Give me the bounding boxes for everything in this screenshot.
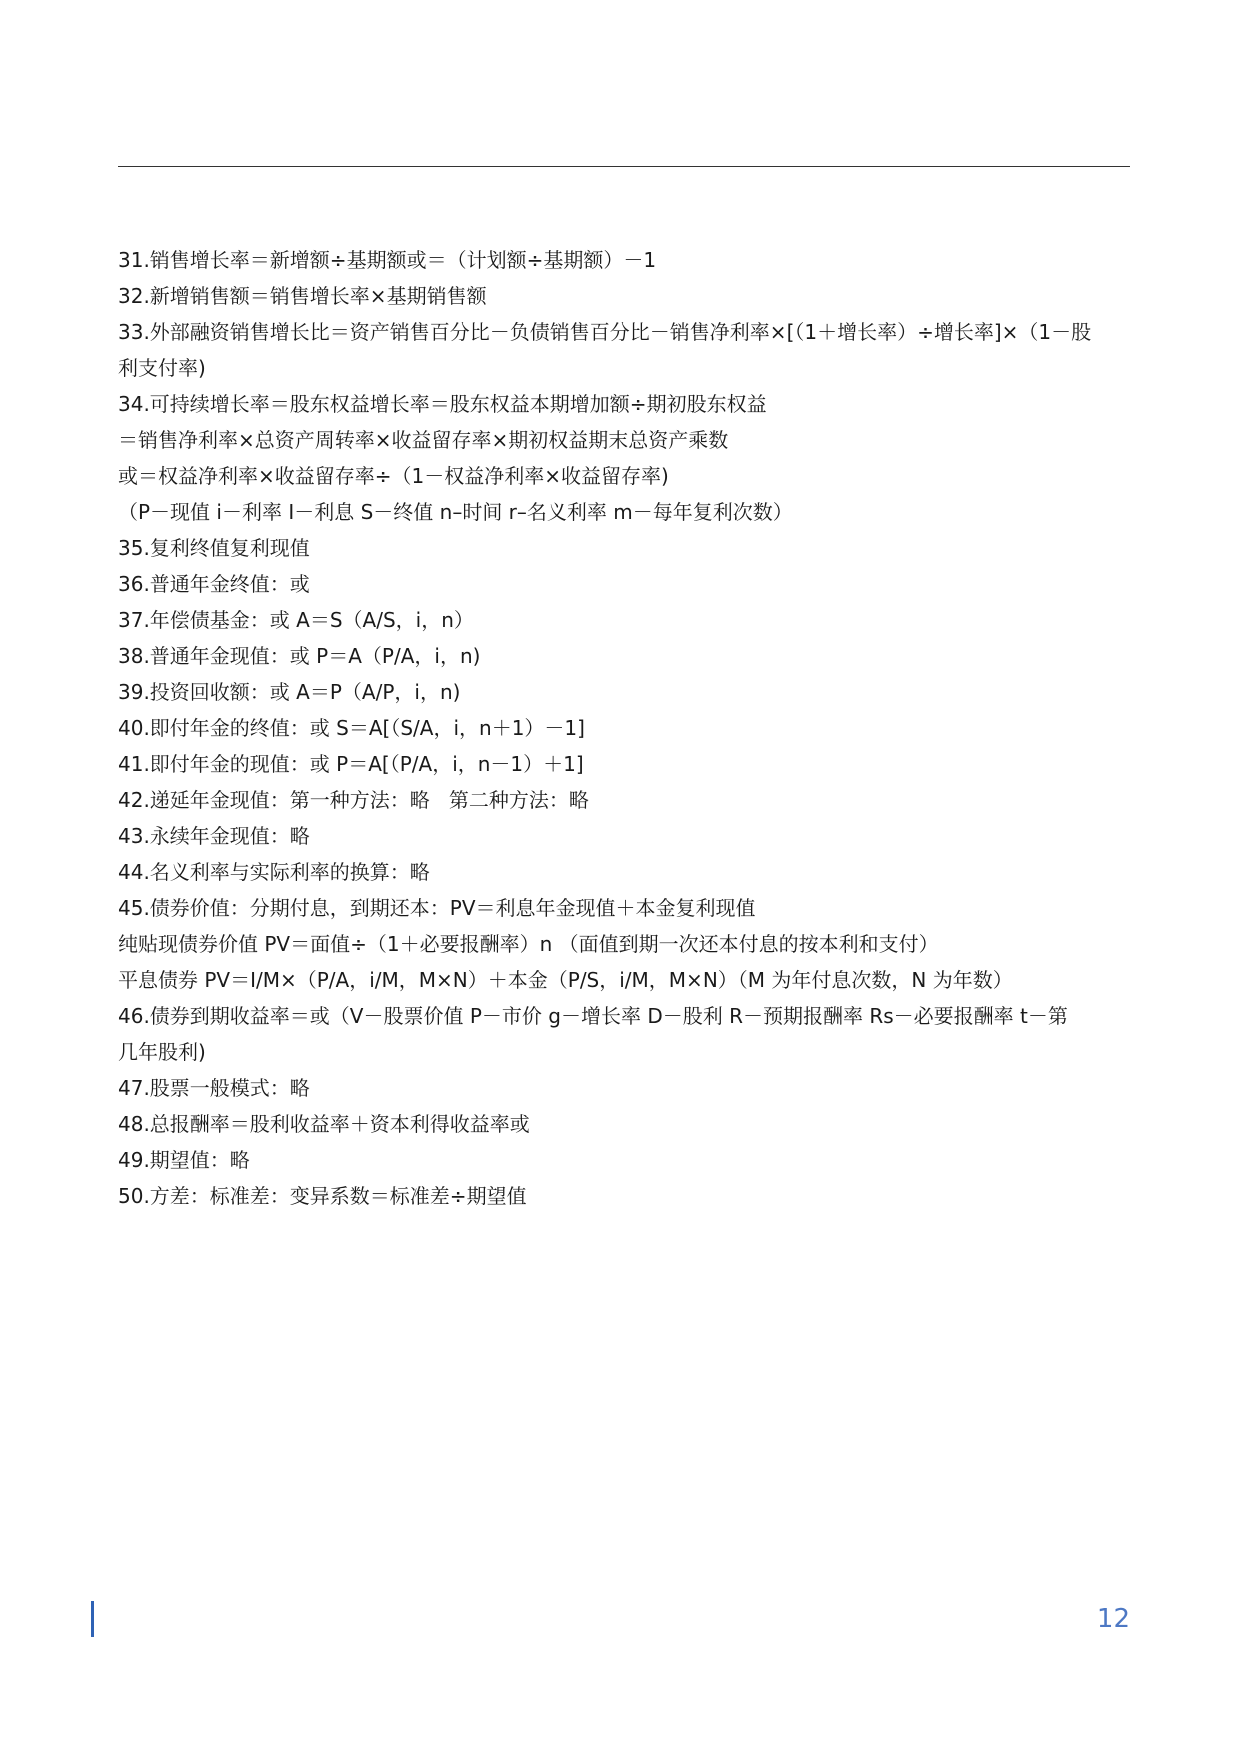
text-line: 或＝权益净利率×收益留存率÷（1－权益净利率×收益留存率) (118, 464, 669, 488)
text-line: 37.年偿债基金：或 A＝S（A/S，i，n） (118, 608, 474, 632)
text-line: 46.债券到期收益率＝或（V－股票价值 P－市价 g－增长率 D－股利 R－预期报酬率 Rs－必要报酬率 t－第 (118, 1004, 1068, 1028)
text-line: ＝销售净利率×总资产周转率×收益留存率×期初权益期末总资产乘数 (118, 428, 729, 452)
text-line: （P－现值 i－利率 I－利息 S－终值 n–时间 r–名义利率 m－每年复利次数） (118, 500, 793, 524)
text-line: 36.普通年金终值：或 (118, 572, 310, 596)
text-line: 纯贴现债券价值 PV＝面值÷（1＋必要报酬率）n （面值到期一次还本付息的按本利和支付） (118, 932, 939, 956)
text-line: 42.递延年金现值：第一种方法：略 第二种方法：略 (118, 788, 589, 812)
footer-accent-bar (91, 1601, 94, 1637)
text-line: 38.普通年金现值：或 P＝A（P/A，i，n) (118, 644, 481, 668)
text-line: 41.即付年金的现值：或 P＝A[（P/A，i，n－1）＋1] (118, 752, 584, 776)
text-line: 47.股票一般模式：略 (118, 1076, 310, 1100)
text-line: 43.永续年金现值：略 (118, 824, 310, 848)
text-line: 34.可持续增长率＝股东权益增长率＝股东权益本期增加额÷期初股东权益 (118, 392, 767, 416)
formula-list (118, 242, 1130, 1214)
text-line: 利支付率) (118, 356, 206, 380)
text-line: 40.即付年金的终值：或 S＝A[（S/A，i，n＋1）－1] (118, 716, 585, 740)
text-line: 31.销售增长率＝新增额÷基期额或＝（计划额÷基期额）－1 (118, 248, 657, 272)
header-rule (118, 166, 1130, 167)
text-line: 48.总报酬率＝股利收益率＋资本利得收益率或 (118, 1112, 530, 1136)
text-line: 几年股利) (118, 1040, 206, 1064)
text-line: 平息债券 PV＝I/M×（P/A，i/M，M×N）＋本金（P/S，i/M，M×N）（M 为年付息次数，N 为年数） (118, 968, 1013, 992)
text-line: 32.新增销售额＝销售增长率×基期销售额 (118, 284, 487, 308)
page-number: 12 (1096, 1604, 1130, 1634)
text-line: 39.投资回收额：或 A＝P（A/P，i，n) (118, 680, 461, 704)
text-line: 44.名义利率与实际利率的换算：略 (118, 860, 430, 884)
text-line: 49.期望值：略 (118, 1148, 250, 1172)
text-line: 50.方差：标准差：变异系数＝标准差÷期望值 (118, 1184, 527, 1208)
text-line: 45.债券价值：分期付息，到期还本：PV＝利息年金现值＋本金复利现值 (118, 896, 756, 920)
text-line: 35.复利终值复利现值 (118, 536, 310, 560)
text-line: 33.外部融资销售增长比＝资产销售百分比－负债销售百分比－销售净利率×[（1＋增长率）÷增长率]×（1－股 (118, 320, 1092, 344)
